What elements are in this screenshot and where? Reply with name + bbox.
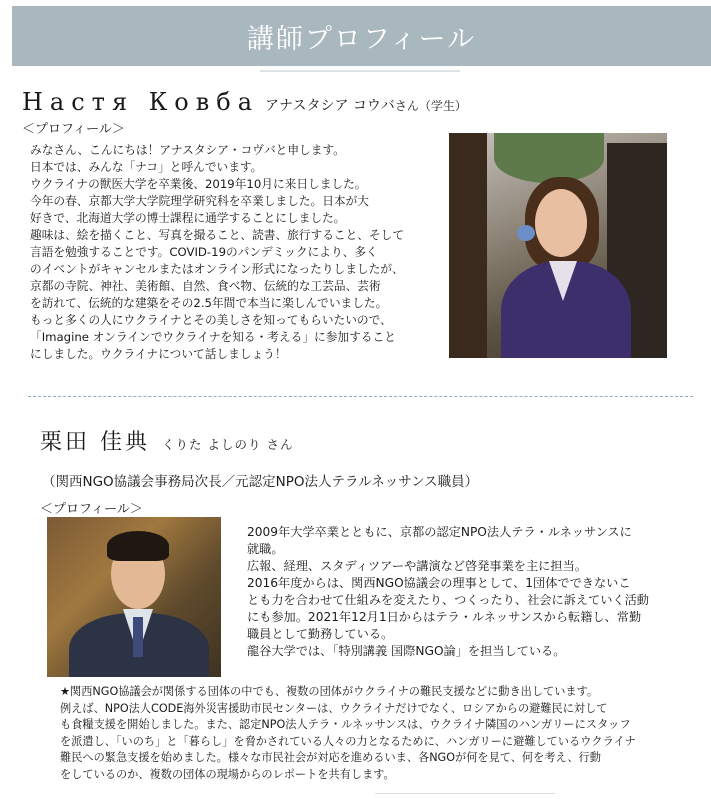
bio-line: とも力を合わせて仕組みを変えたり、つくったり、社会に訴えていく活動 (247, 593, 649, 607)
section-divider (28, 396, 693, 397)
notice-line: を派遣し、「いのち」と「暮らし」を脅かされている人々の力となるために、ハンガリーに避難しているウクライナ (60, 734, 636, 748)
bio-line: 京都の寺院、神社、美術館、自然、食べ物、伝統的な工芸品、芸術 (30, 279, 381, 293)
bio-line: 職員として勤務している。 (247, 627, 394, 641)
speaker2-photo (47, 517, 221, 677)
speaker1-name-kana: アナスタシア コウバ (265, 98, 395, 114)
bio-line: みなさん、こんにちは！アナスタシア・コヴバと申します。 (30, 143, 345, 157)
notice-line: をしているのか、複数の団体の現場からのレポートを共有します。 (60, 767, 395, 781)
bio-line: 2016年度からは、関西NGO協議会の理事として、1団体でできないこ (247, 576, 631, 590)
bio-line: 日本では、みんな「ナコ」と呼んでいます。 (30, 160, 263, 174)
bio-line: を訪れて、伝統的な建築をその2.5年間で本当に楽しんでいました。 (30, 296, 388, 310)
bio-line: 就職。 (247, 542, 284, 556)
speaker2-name-row (40, 425, 293, 456)
bio-line: にしました。ウクライナについて話しましょう！ (30, 347, 287, 361)
bio-line: 「Imagine オンラインでウクライナを知る・考える」に参加すること (30, 330, 396, 344)
speaker2-name-kana: くりた よしのり さん (162, 437, 294, 452)
notice-line: 例えば、NPO法人CODE海外災害援助市民センターは、ウクライナだけでなく、ロシアからの避難民に対して (60, 701, 608, 715)
face-shape (535, 189, 587, 257)
header-banner (12, 6, 711, 66)
bio-line: 2009年大学卒業とともに、京都の認定NPO法人テラ・ルネッサンスに (247, 525, 632, 539)
bio-line: のイベントがキャンセルまたはオンライン形式になったりしましたが、 (30, 262, 404, 276)
speaker1-name-cyrillic: Настя Ковба (22, 88, 260, 116)
header-underline (260, 70, 460, 72)
hair-flower-shape (517, 225, 535, 241)
speaker2-profile-label: ＜プロフィール＞ (40, 502, 143, 517)
speaker1-profile-label: ＜プロフィール＞ (22, 122, 125, 137)
notice-line: も食糧支援を開始しました。また、認定NPO法人テラ・ルネッサンスは、ウクライナ隣国のハンガリーにスタッフ (60, 718, 631, 732)
bio-line: 今年の春、京都大学大学院理学研究科を卒業しました。日本が大 (30, 194, 369, 208)
speaker2-affiliation: （関西NGO協議会事務局次長／元認定NPO法人テラルネッサンス職員） (42, 474, 479, 490)
notice-line: ★関西NGO協議会が関係する団体の中でも、複数の団体がウクライナの難民支援などに動き出しています。 (60, 685, 599, 698)
speaker1-photo (449, 133, 667, 358)
speaker1-name-row (22, 88, 467, 116)
speaker2-bio (247, 524, 649, 660)
tie-shape (133, 617, 143, 657)
bio-line: 趣味は、絵を描くこと、写真を撮ること、読書、旅行すること、そして (30, 228, 405, 242)
tree-shape (494, 133, 604, 183)
building-left-shape (449, 133, 487, 358)
notice-line: 難民への緊急支援を始めました。様々な市民社会が対応を進めるいま、各NGOが何を見て、何を考え、行動 (60, 751, 601, 765)
bio-line: 言語を勉強することです。COVID-19のパンデミックにより、多く (30, 245, 378, 259)
bio-line: にも参加。2021年12月1日からはテラ・ルネッサンスから転籍し、常勤 (247, 610, 642, 624)
bio-line: 龍谷大学では、「特別講義 国際NGO論」を担当している。 (247, 644, 566, 658)
page-title: 講師プロフィール (246, 23, 477, 55)
bio-line: 広報、経理、スタディツアーや講演など啓発事業を主に担当。 (247, 559, 587, 573)
notice-paragraph (60, 684, 636, 784)
speaker1-name-suffix: さん（学生） (394, 99, 467, 113)
bio-line: ウクライナの獣医大学を卒業後、2019年10月に来日しました。 (30, 177, 367, 191)
speaker1-bio (30, 142, 404, 363)
speaker2-name: 栗田 佳典 (40, 430, 150, 455)
bio-line: もっと多くの人にウクライナとその美しさを知ってもらいたいので、 (30, 313, 392, 327)
footer-line (375, 793, 555, 794)
hair-shape (107, 531, 169, 561)
bio-line: 好きで、北海道大学の博士課程に通学することにしました。 (30, 211, 346, 225)
